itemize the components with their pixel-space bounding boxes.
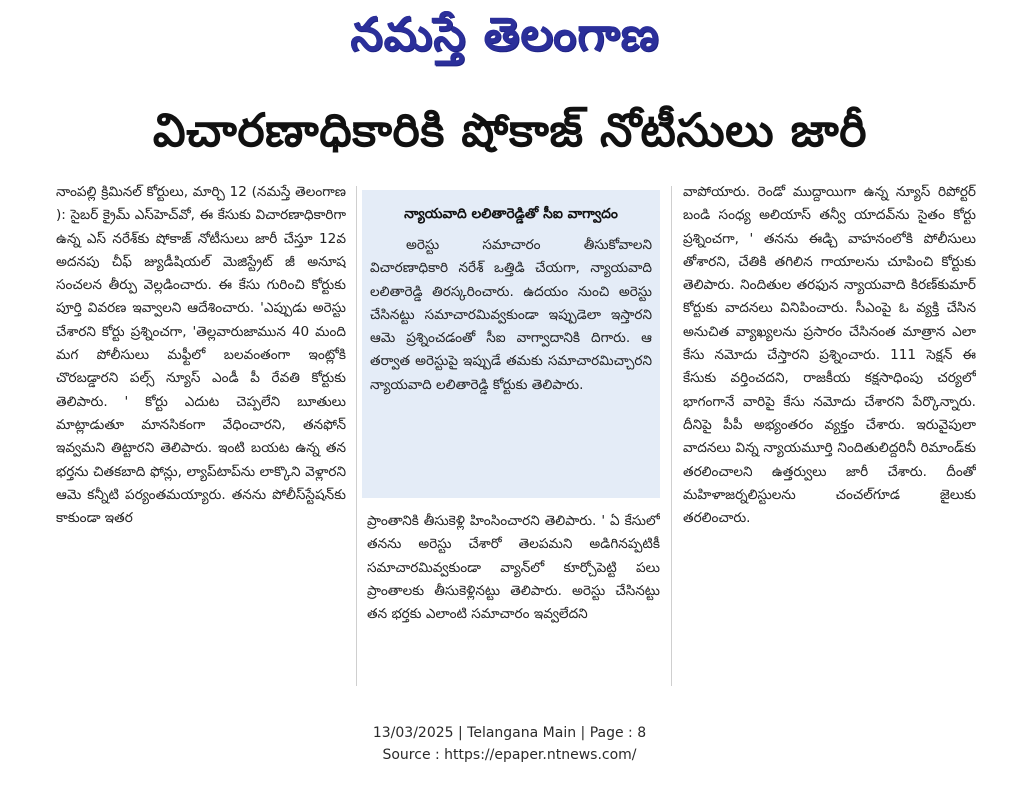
article-paragraph-middle: ప్రాంతానికి తీసుకెళ్లి హింసించారని తెలిపారు. ' ఏ కేసులో తనను అరెస్టు చేశారో తెలపమని అడిగినప్పటికీ సమాచారమివ్వకుండా వ్యాన్‌లో కూర్చోపెట్టి పలు ప్రాంతాలకు తీసుకెళ్లినట్టు తెలిపారు. అరెస్టు చేసినట్టు తన భర్తకు ఎలాంటి సమాచారం ఇవ్వలేదని [367,513,660,623]
article-headline: విచారణాధికారికి షోకాజ్ నోటీసులు జారీ [152,103,868,157]
column-divider-right [671,186,672,686]
article-column-right [683,181,976,681]
footer-date-edition: 13/03/2025 | Telangana Main | Page : 8 [372,725,647,741]
sidebar-box-body [370,234,652,490]
article-paragraph-left: నాంపల్లి క్రిమినల్ కోర్టులు, మార్చి 12 (నమస్తే తెలంగాణ ): సైబర్ క్రైమ్ ఎస్‌హెచ్‌వో, ఈ కేసుకు విచారణాధికారిగా ఉన్న ఎస్ నరేశ్‌కు షోకాజ్ నోటీసులు జారీ చేస్తూ 12వ అదనపు చీఫ్ జ్యుడీషియల్ మెజిస్ట్రేట్ జీ అనూష సంచలన తీర్పు వెల్లడించారు. ఈ కేసు గురించి కోర్టుకు పూర్తి వివరణ ఇవ్వాలని ఆదేశించారు. 'ఎప్పుడు అరెస్టు చేశారని కోర్టు ప్రశ్నించగా, 'తెల్లవారుజామున 40 మంది మగ పోలీసులు మఫ్టీలో బలవంతంగా ఇంట్లోకి చొరబడ్డారని పల్స్ న్యూస్ ఎండీ పీ రేవతి కోర్టుకు తెలిపారు. ' కోర్టు ఎదుట చెప్పలేని బూతులు మాట్లాడుతూ మానసికంగా వేధించారని, తనఫోన్ ఇవ్వమని తిట్టారని తెలిపారు. ఇంటి బయట ఉన్న తన భర్తను చితకబాది ఫోన్లు, ల్యాప్‌టాప్‌ను లాక్కొని వెళ్లారని ఆమె కన్నీటి పర్యంతమయ్యారు. తనను పోలీస్‌స్టేషన్‌కు కాకుండా ఇతర [56,184,346,527]
clipping-footer [0,722,1019,766]
sidebar-box-paragraph: అరెస్టు సమాచారం తీసుకోవాలని విచారణాధికారి నరేశ్ ఒత్తిడి చేయగా, న్యాయవాది లలితారెడ్డి తిరస్కరించారు. ఉదయం నుంచి అరెస్టు చేసినట్టు సమాచారమివ్వకుండా ఇప్పుడెలా ఇస్తారని ఆమె ప్రశ్నించడంతో సీఐ వాగ్వాదానికి దిగారు. ఆ తర్వాత అరెస్టుపై ఇప్పుడే తమకు సమాచారమిచ్చారని న్యాయవాది లలితారెడ్డి కోర్టుకు తెలిపారు. [370,237,652,393]
footer-source-link[interactable]: Source : https://epaper.ntnews.com/ [382,747,637,763]
sidebar-box [362,190,660,498]
sidebar-box-title: న్యాయవాది లలితారెడ్డితో సీఐ వాగ్వాదం [404,206,618,222]
column-divider-left [356,186,357,686]
newspaper-masthead: నమస్తే తెలంగాణ [350,7,660,61]
article-column-middle [367,510,660,685]
article-paragraph-right: వాపోయారు. రెండో ముద్దాయిగా ఉన్న న్యూస్ రిపోర్టర్ బండి సంధ్య అలియాస్ తన్వీ యాదవ్‌ను సైతం కోర్టు ప్రశ్నించగా, ' తనను ఈడ్చి వాహనంలోకి పోలీసులు తోశారని, చేతికి తగిలిన గాయాలను చూపించి కోర్టుకు తెలిపారు. నిందితుల తరఫున న్యాయవాది కిరణ్‌కుమార్ కోర్టుకు వాదనలు వినిపించారు. సీఎంపై ఓ వ్యక్తి చేసిన అనుచిత వ్యాఖ్యలను ప్రసారం చేసినంత మాత్రాన ఎలా కేసు నమోదు చేస్తారని ప్రశ్నించారు. 111 సెక్షన్ ఈ కేసుకు వర్తించదని, రాజకీయ కక్షసాధింపు చర్యలో భాగంగానే వారిపై కేసు నమోదు చేశారని పేర్కొన్నారు. దీనిపై పీపీ అభ్యంతరం వ్యక్తం చేశారు. ఇరువైపులా వాదనలు విన్న న్యాయమూర్తి నిందితులిద్దరినీ రిమాండ్‌కు తరలించాలని ఉత్తర్వులు జారీ చేశారు. దీంతో మహిళాజర్నలిస్టులను చంచల్‌గూడ జైలుకు తరలించారు. [683,184,976,527]
article-column-left [56,181,346,681]
